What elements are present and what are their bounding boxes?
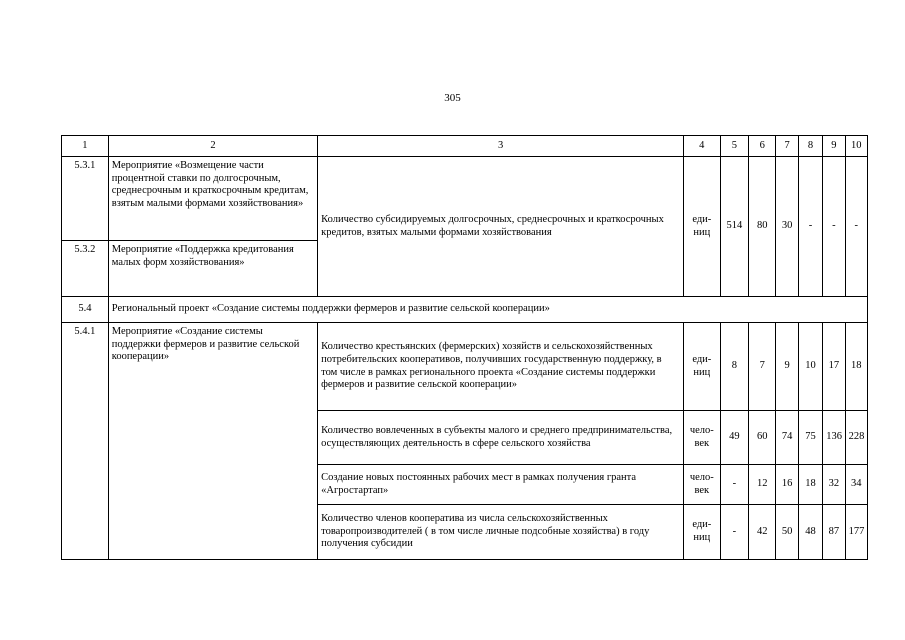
value-cell: 60 [749, 411, 776, 465]
value-cell: 9 [776, 323, 798, 411]
value-cell: 75 [798, 411, 822, 465]
header-cell: 10 [845, 136, 867, 157]
header-cell: 1 [62, 136, 109, 157]
header-cell: 4 [684, 136, 721, 157]
event-name: Мероприятие «Создание системы поддержки фермеров и развитие сельской кооперации» [108, 323, 317, 560]
header-cell: 6 [749, 136, 776, 157]
value-cell: 12 [749, 465, 776, 505]
unit: еди-ниц [684, 505, 721, 560]
value-cell: 49 [720, 411, 748, 465]
row-number: 5.3.1 [62, 157, 109, 241]
table-row [62, 157, 868, 241]
header-cell: 7 [776, 136, 798, 157]
value-cell: 228 [845, 411, 867, 465]
value-cell: 80 [749, 157, 776, 297]
value-cell: 177 [845, 505, 867, 560]
value-cell: 42 [749, 505, 776, 560]
value-cell: 34 [845, 465, 867, 505]
value-cell: 18 [798, 465, 822, 505]
indicator-name: Создание новых постоянных рабочих мест в рамках получения гранта «Агростартап» [318, 465, 684, 505]
unit: чело-век [684, 465, 721, 505]
value-cell: 16 [776, 465, 798, 505]
value-cell: 30 [776, 157, 798, 297]
section-title: Региональный проект «Создание системы поддержки фермеров и развитие сельской кооперации» [108, 297, 867, 323]
value-cell: 514 [720, 157, 748, 297]
value-cell: - [845, 157, 867, 297]
indicator-name: Количество членов кооператива из числа сельскохозяйственных товаропроизводителей ( в том числе личные подсобные хозяйства) в году получения субсидии [318, 505, 684, 560]
header-cell: 5 [720, 136, 748, 157]
value-cell: - [720, 465, 748, 505]
value-cell: 50 [776, 505, 798, 560]
value-cell: - [720, 505, 748, 560]
value-cell: 7 [749, 323, 776, 411]
header-cell: 8 [798, 136, 822, 157]
value-cell: 87 [823, 505, 845, 560]
value-cell: - [798, 157, 822, 297]
indicator-name: Количество крестьянских (фермерских) хозяйств и сельскохозяйственных потребительских кооперативов, получивших государственную поддержку, в том числе в рамках регионального проекта «Создание системы поддержки фермеров и развитие сельской кооперации» [318, 323, 684, 411]
value-cell: 48 [798, 505, 822, 560]
page-number: 305 [444, 92, 461, 104]
unit: еди-ниц [684, 323, 721, 411]
row-number: 5.4 [62, 297, 109, 323]
value-cell: 74 [776, 411, 798, 465]
event-name: Мероприятие «Возмещение части процентной ставки по долгосрочным, среднесрочным и краткосрочным кредитам, взятым малыми формами хозяйствования» [108, 157, 317, 241]
row-number: 5.3.2 [62, 241, 109, 297]
indicators-table [61, 135, 868, 560]
header-cell: 9 [823, 136, 845, 157]
section-row [62, 297, 868, 323]
header-row [62, 136, 868, 157]
header-cell: 2 [108, 136, 317, 157]
indicator-name: Количество субсидируемых долгосрочных, среднесрочных и краткосрочных кредитов, взятых малыми формами хозяйствования [318, 157, 684, 297]
value-cell: 8 [720, 323, 748, 411]
value-cell: - [823, 157, 845, 297]
value-cell: 10 [798, 323, 822, 411]
unit: чело-век [684, 411, 721, 465]
unit: еди-ниц [684, 157, 721, 297]
event-name: Мероприятие «Поддержка кредитования малых форм хозяйствования» [108, 241, 317, 297]
value-cell: 18 [845, 323, 867, 411]
header-cell: 3 [318, 136, 684, 157]
value-cell: 17 [823, 323, 845, 411]
table-row [62, 323, 868, 411]
value-cell: 32 [823, 465, 845, 505]
row-number: 5.4.1 [62, 323, 109, 560]
value-cell: 136 [823, 411, 845, 465]
indicator-name: Количество вовлеченных в субъекты малого и среднего предпринимательства, осуществляющих деятельность в сфере сельского хозяйства [318, 411, 684, 465]
